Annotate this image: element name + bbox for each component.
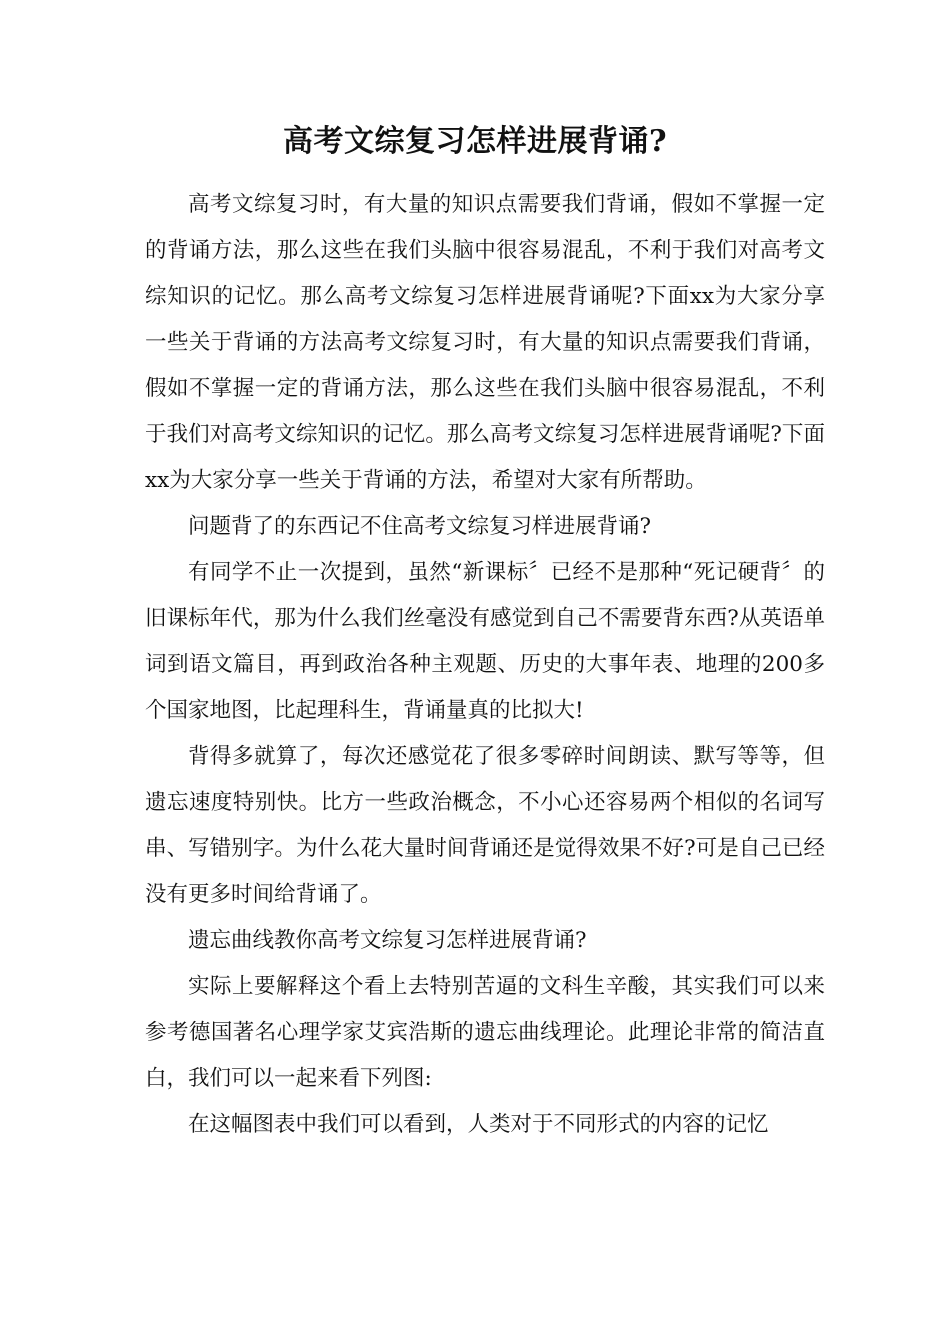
- paragraph-chart-intro: 在这幅图表中我们可以看到，人类对于不同形式的内容的记忆: [188, 1112, 769, 1137]
- paragraph-forgetting-fast: 背得多就算了，每次还感觉花了很多零碎时间朗读、默写等等，但遗忘速度特别快。比方一些政治概念，不小心还容易两个相似的名词写串、写错别字。为什么花大量时间背诵还是觉得效果不好?可是自己已经没有更多时间给背诵了。: [145, 744, 825, 907]
- paragraph-question-heading: 问题背了的东西记不住高考文综复习样进展背诵?: [188, 514, 652, 539]
- paragraph-new-curriculum: 有同学不止一次提到，虽然“新课标〞已经不是那种“死记硬背〞的旧课标年代，那为什么我们丝毫没有感觉到自己不需要背东西?从英语单词到语文篇目，再到政治各种主观题、历史的大事年表、地理的200多个国家地图，比起理科生，背诵量真的比拟大!: [145, 560, 825, 723]
- paragraph-ebbinghaus: 实际上要解释这个看上去特别苦逼的文科生辛酸，其实我们可以来参考德国著名心理学家艾宾浩斯的遗忘曲线理论。此理论非常的简洁直白，我们可以一起来看下列图:: [145, 974, 825, 1091]
- paragraph-intro: 高考文综复习时，有大量的知识点需要我们背诵，假如不掌握一定的背诵方法，那么这些在我们头脑中很容易混乱，不利于我们对高考文综知识的记忆。那么高考文综复习怎样进展背诵呢?下面xx为大家分享一些关于背诵的方法高考文综复习时，有大量的知识点需要我们背诵，假如不掌握一定的背诵方法，那么这些在我们头脑中很容易混乱，不利于我们对高考文综知识的记忆。那么高考文综复习怎样进展背诵呢?下面xx为大家分享一些关于背诵的方法，希望对大家有所帮助。: [145, 192, 825, 493]
- paragraph-curve-heading: 遗忘曲线教你高考文综复习怎样进展背诵?: [188, 928, 587, 953]
- document-title: 高考文综复习怎样进展背诵?: [282, 124, 668, 159]
- document-body: [145, 182, 825, 1148]
